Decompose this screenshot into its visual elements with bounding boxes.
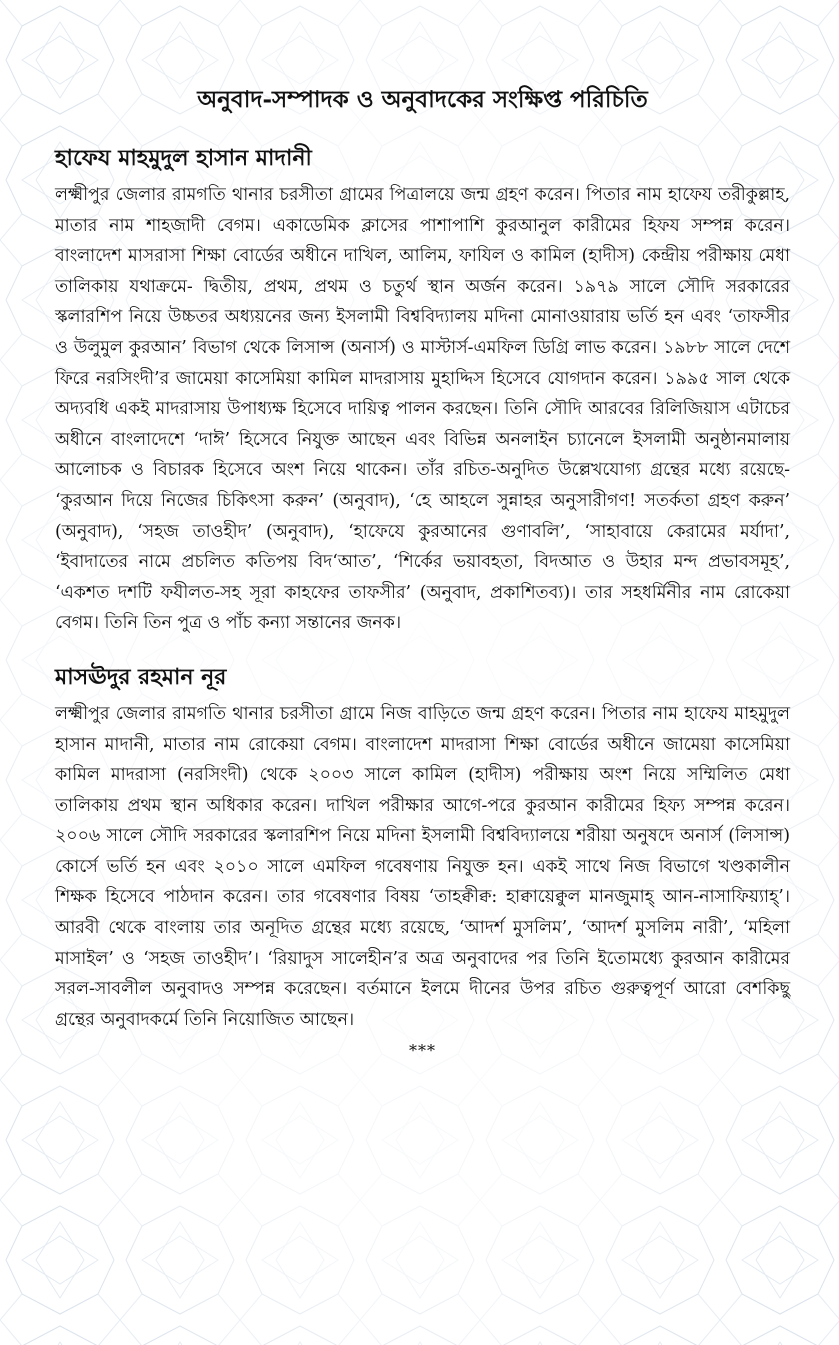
page-title: অনুবাদ-সম্পাদক ও অনুবাদকের সংক্ষিপ্ত পরিচিতি	[197, 86, 648, 113]
page-content	[55, 84, 790, 1060]
end-mark: ***	[409, 1041, 436, 1061]
biography-translator: লক্ষ্মীপুর জেলার রামগতি থানার চরসীতা গ্রামে নিজ বাড়িতে জন্ম গ্রহণ করেন। পিতার নাম হাফেয মাহমুদুল হাসান মাদানী, মাতার নাম রোকেয়া বেগম। বাংলাদেশ মাদরাসা শিক্ষা বোর্ডের অধীনে জামেয়া কাসেমিয়া কামিল মাদরাসা (নরসিংদী) থেকে ২০০৩ সালে কামিল (হাদীস) পরীক্ষায় অংশ নিয়ে সম্মিলিত মেধা তালিকায় প্রথম স্থান অধিকার করেন। দাখিল পরীক্ষার আগে-পরে কুরআন কারীমের হিফ্য সম্পন্ন করেন। ২০০৬ সালে সৌদি সরকারের স্কলারশিপ নিয়ে মদিনা ইসলামী বিশ্ববিদ্যালয়ে শরীয়া অনুষদে অনার্স (লিসান্স) কোর্সে ভর্তি হন এবং ২০১০ সালে এমফিল গবেষণায় নিযুক্ত হন। একই সাথে নিজ বিভাগে খণ্ডকালীন শিক্ষক হিসেবে পাঠদান করেন। তার গবেষণার বিষয় ‘তাহক্বীক্ব: হাক্বায়েক্বুল মানজুমাহ্ আন-নাসাফিয়্যাহ্’। আরবী থেকে বাংলায় তার অনূদিত গ্রন্থের মধ্যে রয়েছে, ‘আদর্শ মুসলিম’, ‘আদর্শ মুসলিম নারী’, ‘মহিলা মাসাইল’ ও ‘সহজ তাওহীদ’। ‘রিয়াদুস সালেহীন’র অত্র অনুবাদের পর তিনি ইতোমধ্যে কুরআন কারীমের সরল-সাবলীল অনুবাদও সম্পন্ন করেছেন। বর্তমানে ইলমে দীনের উপর রচিত গুরুত্বপূর্ণ আরো বেশকিছু গ্রন্থের অনুবাদকর্মে তিনি নিয়োজিত আছেন।	[55, 703, 790, 1030]
biography-editor: লক্ষ্মীপুর জেলার রামগতি থানার চরসীতা গ্রামের পিত্রালয়ে জন্ম গ্রহণ করেন। পিতার নাম হাফেয তরীকুল্লাহ, মাতার নাম শাহজাদী বেগম। একাডেমিক ক্লাসের পাশাপাশি কুরআনুল কারীমের হিফয সম্পন্ন করেন। বাংলাদেশ মাসরাসা শিক্ষা বোর্ডের অধীনে দাখিল, আলিম, ফাযিল ও কামিল (হাদীস) কেন্দ্রীয় পরীক্ষায় মেধা তালিকায় যথাক্রমে- দ্বিতীয়, প্রথম, প্রথম ও চতুর্থ স্থান অর্জন করেন। ১৯৭৯ সালে সৌদি সরকারের স্কলারশিপ নিয়ে উচ্চতর অধ্যয়নের জন্য ইসলামী বিশ্ববিদ্যালয় মদিনা মোনাওয়ারায় ভর্তি হন এবং ‘তাফসীর ও উলুমুল কুরআন’ বিভাগ থেকে লিসান্স (অনার্স) ও মাস্টার্স-এমফিল ডিগ্রি লাভ করেন। ১৯৮৮ সালে দেশে ফিরে নরসিংদী’র জামেয়া কাসেমিয়া কামিল মাদরাসায় মুহাদ্দিস হিসেবে যোগদান করেন। ১৯৯৫ সাল থেকে অদ্যবধি একই মাদরাসায় উপাধ্যক্ষ হিসেবে দায়িত্ব পালন করছেন। তিনি সৌদি আরবের রিলিজিয়াস এটাচের অধীনে বাংলাদেশে ‘দাঈ’ হিসেবে নিযুক্ত আছেন এবং বিভিন্ন অনলাইন চ্যানেলে ইসলামী অনুষ্ঠানমালায় আলোচক ও বিচারক হিসেবে অংশ নিয়ে থাকেন। তাঁর রচিত-অনুদিত উল্লেখযোগ্য গ্রন্থের মধ্যে রয়েছে- ‘কুরআন দিয়ে নিজের চিকিৎসা করুন’ (অনুবাদ), ‘হে আহলে সুন্নাহর অনুসারীগণ! সতর্কতা গ্রহণ করুন’ (অনুবাদ), ‘সহজ তাওহীদ’ (অনুবাদ), ‘হাফেযে কুরআনের গুণাবলি’, ‘সাহাবায়ে কেরামের মর্যাদা’, ‘ইবাদাতের নামে প্রচলিত কতিপয় বিদ‘আত’, ‘শির্কের ভয়াবহতা, বিদআত ও উহার মন্দ প্রভাবসমূহ’, ‘একশত দশটি ফযীলত-সহ সূরা কাহফের তাফসীর’ (অনুবাদ, প্রকাশিতব্য)। তার সহধর্মিনীর নাম রোকেয়া বেগম। তিনি তিন পুত্র ও পাঁচ কন্যা সন্তানের জনক।	[55, 185, 790, 634]
section-heading-translator: মাসঊদুর রহমান নূর	[55, 663, 227, 690]
section-divider-space	[55, 639, 790, 661]
section-heading-editor: হাফেয মাহমুদুল হাসান মাদানী	[55, 145, 312, 171]
